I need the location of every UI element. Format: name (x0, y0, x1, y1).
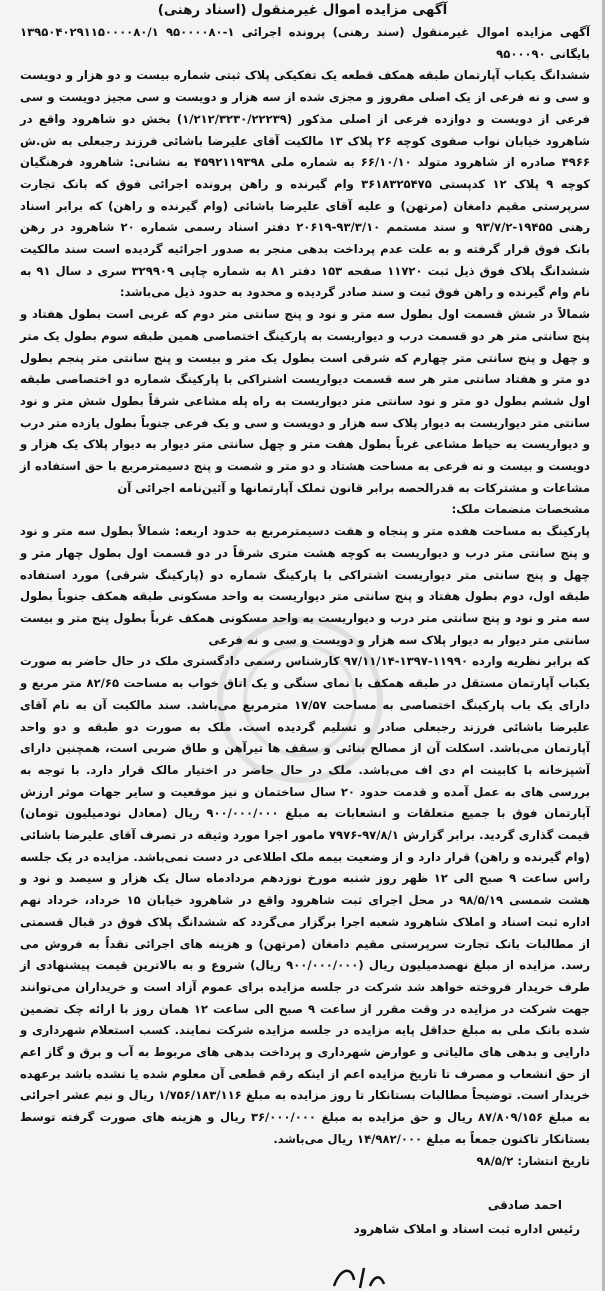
notice-parking-description: پارکینگ به مساحت هفده متر و پنجاه و هفت دسیمترمربع به حدود اربعه: شمالاً بطول سه متر و نود و پنج سانتی متر درب و دیواریست به کوچه هشت متری شرقاً در دو قسمت اول بطول چهار متر و چهل و پنج سانتی متر دیواریست اشتراکی با پارکینگ شماره دو (پارکینگ شرقی) مورد استفاده طبقه اول، دوم بطول هفتاد و پنج سانتی متر دیواریست به واحد مسکونی طبقه همکف جنوباً بطول سه متر و نود و پنج سانتی متر درب و دیواریست به واحد مسکونی همکف غرباً بطول پنج متر و بیست سانتی متر دیوار به دیوار پلاک سه هزار و دویست و سی و نه فرعی (20, 524, 590, 647)
notice-auction-terms: که برابر نظریه وارده ۱۱۹۹۰-۱۳۹۷-۹۷/۱۱/۱۴ کارشناس رسمی دادگستری ملک در حال حاضر به صورت یکباب آپارتمان مستقل در طبقه همکف با نمای سنگی و یک اتاق خواب به مساحت ۸۲/۶۵ متر مربع و دارای یک باب پارکینگ اختصاصی به مساحت ۱۷/۵۷ مترمربع می‌باشد. سند مالکیت آن به نام آقای علیرضا باشائی فرزند رجبعلی صادر و تسلیم گردیده است. ملک به صورت دو طبقه و دو واحد آپارتمان می‌باشد. اسکلت آن از مصالح بنائی و سقف ها تیرآهن و طاق ضربی است، همچنین دارای آشپزخانه با کابینت ام دی اف می‌باشد. ملک در حال حاضر در اختیار مالک قرار دارد. با توجه به بررسی های به عمل آمده و قدمت حدود ۲۰ سال ساختمان و نیز موقعیت و سایر جهات موثر ارزش آپارتمان فوق با جمیع متعلقات و انشعابات به مبلغ ۹۰۰/۰۰۰/۰۰۰ ریال (معادل نودمیلیون تومان) قیمت گذاری گردید. برابر گزارش ۹۷/۸/۱-۷۹۷۶ مامور اجرا مورد وثیقه در تصرف آقای علیرضا باشائی (وام گیرنده و راهن) قرار دارد و از وضعیت بیمه ملک اطلاعی در دست نمی‌باشد. مزایده در یک جلسه راس ساعت ۹ صبح الی ۱۲ ظهر روز شنبه مورخ نوزدهم مردادماه سال یک هزار و سیصد و نود و هشت شمسی ۹۸/۵/۱۹ در محل اجرای ثبت شاهرود واقع در شاهرود خیابان ۱۵ خرداد، خرداد نهم اداره ثبت اسناد و املاک شاهرود شعبه اجرا برگزار می‌گردد که ششدانگ پلاک فوق در قبال قسمتی از مطالبات بانک تجارت سرپرستی مقیم دامغان (مرتهن) و هزینه های اجرائی نقداً به فروش می رسد. مزایده از مبلغ نهصدمیلیون ریال (۹۰۰/۰۰۰/۰۰۰ ریال) شروع و به بالاترین قیمت پیشنهادی از طرف خریدار فروخته خواهد شد شرکت در جلسه مزایده برای عموم آزاد است و خریداران می‌توانند جهت شرکت در مزایده در وقت مقرر از ساعت ۹ صبح الی ساعت ۱۲ همان روز با ارائه چک تضمین شده بانک ملی به مبلغ حداقل پایه مزایده در جلسه مزایده شرکت نمایند. کسب استعلام شهرداری و دارایی و بدهی های مالیاتی و عوارض شهرداری و پرداخت بدهی های مربوط به آب و برق و گاز اعم از حق انشعاب و مصرف تا تاریخ مزایده اعم از اینکه رقم قطعی آن معلوم شده یا نشده باشد برعهده خریدار است. توضیحاً مطالبات بستانکار تا روز مزایده به مبلغ ۱/۷۵۶/۱۸۳/۱۱۶ ریال و نیم عشر اجرائی به مبلغ ۸۷/۸۰۹/۱۵۶ ریال و حق مزایده به مبلغ ۳۶/۰۰۰/۰۰۰ ریال و هزینه های صورت گرفته توسط بستانکار تاکنون جمعاً به مبلغ ۱۴/۹۸۲/۰۰۰ ریال می‌باشد. (20, 654, 591, 1146)
notice-boundaries: شمالاً در شش قسمت اول بطول سه متر و نود و پنج سانتی متر دوم که غربی است بطول هفتاد و پنج سانتی متر هر دو قسمت درب و دیواریست به پارکینگ اختصاصی همین طبقه سوم بطول یک متر و چهل و پنج سانتی متر چهارم که شرقی است بطول یک متر و بیست و پنج سانتی متر پنجم بطول دو متر و هفتاد سانتی متر هر سه قسمت دیواریست اشتراکی با پارکینگ شماره دو اختصاصی طبقه اول ششم بطول دو متر و نود سانتی متر دیواریست به راه پله مشاعی شرقاً بطول شش متر و نود سانتی متر دیواریست به دیوار پلاک سه هزار و دویست و سی و یک فرعی جنوباً بطول یازده متر درب و دیواریست به حیاط مشاعی غرباً بطول هفت متر و چهل سانتی متر دیوار به دیوار پلاک یک هزار و دویست و بیست و نه فرعی به مساحت هشتاد و دو متر و شصت و پنج دسیمترمربع با حق استفاده از مشاعات و مشترکات به قدرالحصه برابر قانون تملک آپارتمانها و آئین‌نامه اجرائی آن (20, 307, 590, 495)
signature-title: رئیس اداره ثبت اسناد و املاک شاهرود (353, 1222, 580, 1236)
notice-publish-date: تاریخ انتشار: ۹۸/۵/۲ (476, 1153, 590, 1168)
notice-body (20, 22, 590, 1172)
notice-title: آگهی مزایده اموال غیرمنقول (اسناد رهنی) (157, 2, 448, 18)
signature-name: احمد صادقی (487, 1198, 562, 1212)
handwritten-mark (330, 1262, 390, 1291)
notice-header-line: آگهی مزایده اموال غیرمنقول (سند رهنی) پرونده اجرائی ۱-۹۵۰۰۰۰۸۰ ۱۳۹۵۰۴۰۲۹۱۱۵۰۰۰۰۸۰/۱ بایگانی ۹۵۰۰۰۹۰ (20, 25, 590, 61)
notice-attachments-heading: مشخصات منضمات ملک: (451, 502, 590, 517)
notice-property-description: ششدانگ یکباب آپارتمان طبقه همکف قطعه یک تفکیکی پلاک ثبتی شماره بیست و دو هزار و دویست و سی و نه فرعی از یک اصلی مفروز و مجزی شده از سه هزار و دویست و سی مجیز دویست و سی فرعی از دویست و دوازده فرعی از اصلی مذکور (۱/۲۱۲/۳۲۳۰/۲۲۲۳۹) بخش دو شاهرود واقع در شاهرود خیابان نواب صفوی کوچه ۲۶ پلاک ۱۳ مالکیت آقای علیرضا باشائی فرزند رجبعلی به ش.ش ۴۹۶۶ صادره از شاهرود متولد ۶۶/۱۰/۱۰ به شماره ملی ۴۵۹۲۱۱۹۳۹۸ به نشانی: شاهرود فرهنگیان کوچه ۹ پلاک ۱۲ کدپستی ۳۶۱۸۳۲۵۴۷۵ وام گیرنده و راهن پرونده اجرائی فوق که بانک تجارت سرپرستی مقیم دامغان (مرتهن) و علیه آقای علیرضا باشائی (وام گیرنده و راهن) که برابر اسناد رهنی ۱۹۴۵۵-۹۳/۷/۲ و سند مستمم ۹۳/۳/۱۰-۲۰۶۱۹ دفتر اسناد رسمی شماره ۲۰ شاهرود در رهن بانک فوق قرار گرفته و به علت عدم پرداخت بدهی منجر به صدور اجرائیه گردیده است سند مالکیت ششدانگ پلاک فوق ذیل ثبت ۱۱۷۲۰ صفحه ۱۵۳ دفتر ۸۱ به شماره چاپی ۳۲۹۹۰۹ سری د سال ۹۱ به نام وام گیرنده و راهن فوق ثبت و سند صادر گردیده و محدود به حدود ذیل می‌باشد: (20, 68, 590, 300)
